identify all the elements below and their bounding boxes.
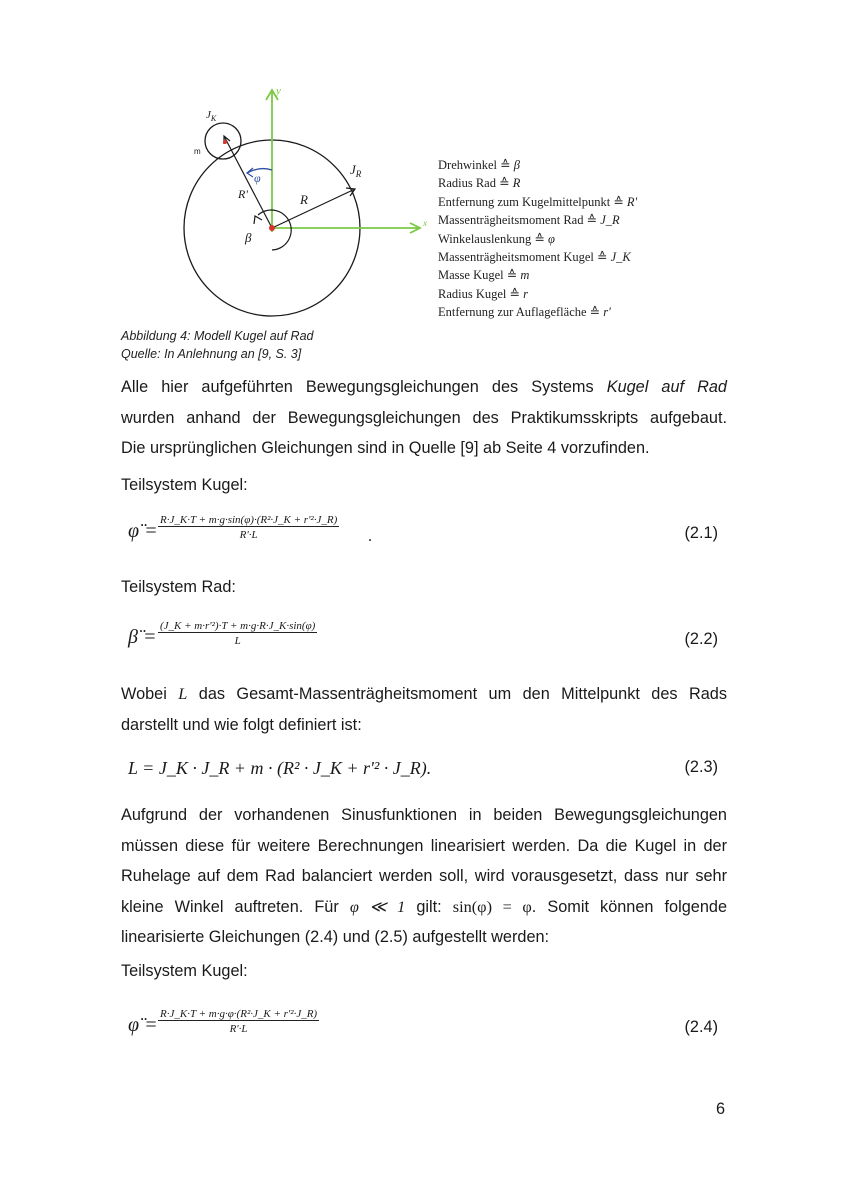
svg-text:JK: $J_K$ [206, 109, 217, 123]
equation-number: (2.4) [684, 1018, 718, 1036]
legend-item: Drehwinkel ≙ β [438, 158, 520, 172]
legend-item: Massenträgheitsmoment Rad ≙ J_R [438, 213, 620, 228]
legend-item: Radius Rad ≙ R [438, 176, 521, 191]
equation-number: (2.3) [684, 758, 718, 776]
paragraph-linearization: Aufgrund der vorhandenen Sinusfunktionen in beiden Bewegungsgleichungen müssen diese für weitere Berechnungen linearisiert werden. Da die Kugel in der Ruhelage auf dem Rad balanciert werden soll, wird vorausgesetzt, dass nur sehr kleine Winkel auftreten. Für φ ≪ 1 gilt: sin(φ) = φ. Somit können folgende linearisierte Gleichungen (2.4) und (2.5) aufgestellt werden: [121, 806, 728, 946]
legend-item: Winkelauslenkung ≙ φ [438, 231, 555, 246]
figure-caption [121, 328, 314, 363]
fraction: $\frac{\text{R·J\_K·T + m·g·sin(φ)·(R²·J\_K + r'²·J\_R)}}{R'\cdot L}$ [160, 514, 338, 541]
paragraph-definition-L: Wobei L das Gesamt-Massenträgheitsmoment um den Mittelpunkt des Rads darstellt und wie folgt definiert ist: [121, 684, 727, 734]
svg-text:R: R [300, 192, 308, 207]
legend-item: Radius Kugel ≙ r [438, 286, 529, 301]
equation-2-4: φ̈ = $\frac{\text{R·J\_K·T + m·g·φ·(R²·J\_K + r'²·J\_R)}}{R'\cdot L}$ (2.4) [128, 1008, 718, 1036]
fraction: $\frac{\text{(J\_K + m·r'²)·T + m·g·R·J\_K·sin(φ)}}{L}$ [160, 620, 316, 647]
svg-text:φ: φ [254, 171, 261, 185]
heading-teilsystem-kugel-linear: Teilsystem Kugel: [121, 962, 248, 980]
paragraph-intro: Alle hier aufgeführten Bewegungsgleichungen des Systems Kugel auf Rad wurden anhand der Bewegungsgleichungen des Praktikumsskripts aufgebaut. Die ursprünglichen Gleichungen sind in Quelle [9] ab Seite 4 vorzufinden. [121, 378, 727, 457]
figure-legend [438, 156, 637, 322]
caption-title: Abbildung 4: Modell Kugel auf Rad [121, 329, 314, 343]
equation-number: (2.2) [684, 630, 718, 648]
fraction: $\frac{\text{R·J\_K·T + m·g·φ·(R²·J\_K + r'²·J\_R)}}{R'\cdot L}$ [160, 1008, 318, 1035]
equation-number: (2.1) [684, 524, 718, 542]
heading-teilsystem-rad: Teilsystem Rad: [121, 578, 236, 596]
equation-2-2: β̈ = $\frac{\text{(J\_K + m·r'²)·T + m·g·R·J\_K·sin(φ)}}{L}$ (2.2) [128, 620, 718, 648]
svg-text:R': R' [238, 187, 248, 201]
legend-item: Massenträgheitsmoment Kugel ≙ J_K [438, 250, 631, 265]
svg-text:m: m [194, 147, 201, 156]
page-number: 6 [716, 1100, 726, 1118]
ball-circle [205, 123, 241, 159]
legend-item: Masse Kugel ≙ m [438, 268, 530, 283]
svg-text:y: y [276, 85, 281, 97]
legend-item: Entfernung zur Auflagefläche ≙ r' [438, 305, 611, 320]
svg-text:x: x [423, 218, 427, 228]
svg-text:JR: $J_R$ [350, 162, 362, 179]
caption-source: Quelle: In Anlehnung an [9, S. 3] [121, 346, 302, 361]
equation-2-3: L = J_K · J_R + m · (R² · J_K + r'² · J_R). (2.3) [128, 758, 718, 778]
equation-2-1: φ̈ = $\frac{\text{R·J\_K·T + m·g·sin(φ)·(R²·J\_K + r'²·J\_R)}}{R'\cdot L}$ . (2.1) [128, 514, 718, 545]
heading-teilsystem-kugel: Teilsystem Kugel: [121, 476, 248, 494]
svg-text:β: β [245, 230, 252, 245]
legend-item: Entfernung zum Kugelmittelpunkt ≙ R' [438, 194, 638, 209]
